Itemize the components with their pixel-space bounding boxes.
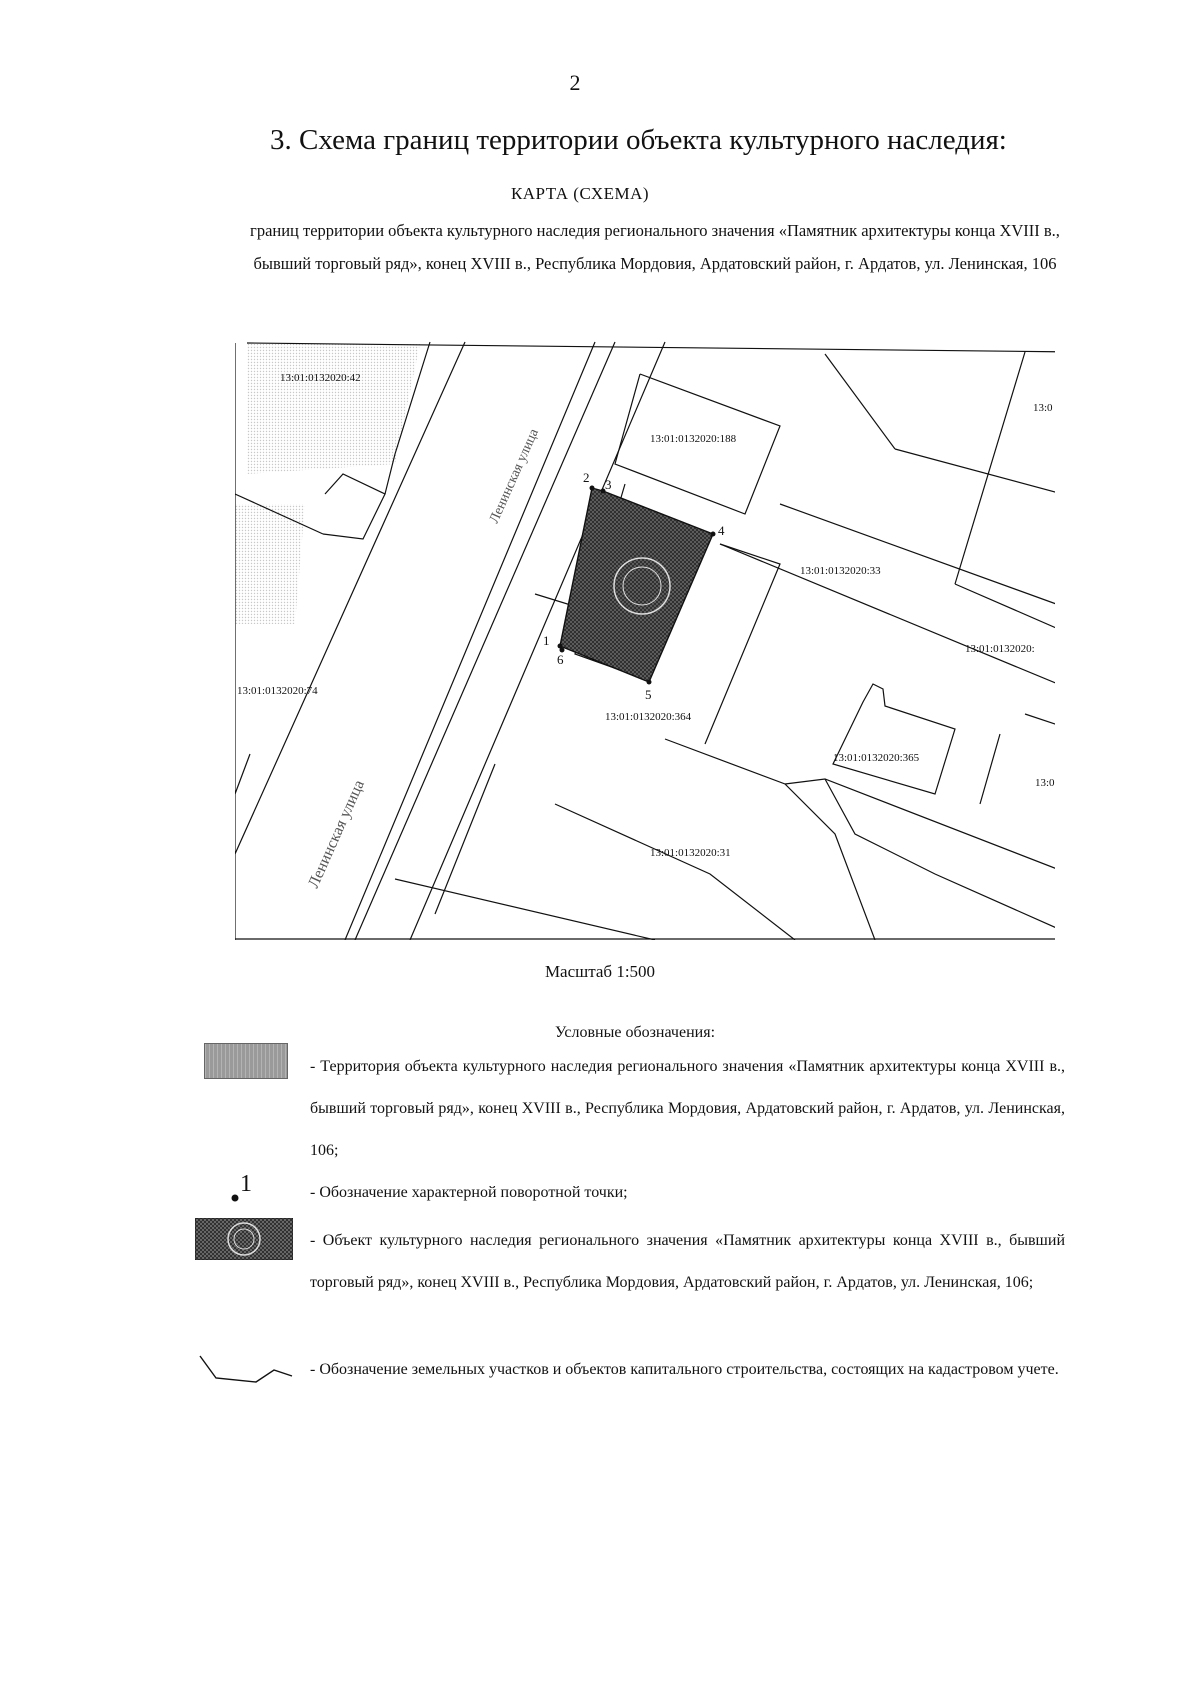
street-label-lower: Ленинская улица	[305, 777, 368, 891]
point-label-3: 3	[605, 477, 612, 492]
parcel-label-74: 13:01:0132020:74	[237, 685, 318, 697]
turning-point-icon	[232, 1195, 239, 1202]
legend-swatch-point	[226, 1165, 266, 1205]
parcel-label-365: 13:01:0132020:365	[833, 752, 920, 764]
parcel-label-right-1: 13:0	[1033, 402, 1053, 414]
map-heading: КАРТА (СХЕМА)	[510, 184, 650, 203]
legend-item-object: - Объект культурного наследия регионального значения «Памятник архитектуры конца XVIII в., бывший торговый ряд», конец XVIII в., Республика Мордовия, Ардатовский район, г. Ардатов, ул. Ленинская, 106;	[310, 1232, 1065, 1291]
page-number: 2	[569, 70, 581, 95]
point-label-2: 2	[583, 470, 590, 485]
parcel-label-31: 13:01:0132020:31	[650, 847, 731, 859]
legend-title: Условные обозначения:	[554, 1024, 716, 1041]
parcel-label-364: 13:01:0132020:364	[605, 711, 692, 723]
cadastral-map	[235, 334, 1055, 940]
turning-point-5	[647, 680, 652, 685]
turning-point-2	[590, 486, 595, 491]
parcel-label-right-3: 13:0	[1035, 777, 1055, 789]
parcel-label-188: 13:01:0132020:188	[650, 433, 737, 445]
legend-point-number: 1	[240, 1171, 252, 1197]
point-label-4: 4	[718, 523, 725, 538]
boundary-line-icon	[200, 1356, 292, 1382]
dotted-area-top-left	[247, 344, 420, 474]
legend-swatch-object	[195, 1218, 293, 1260]
point-label-5: 5	[645, 687, 652, 702]
dotted-area-left	[235, 504, 305, 624]
street-label-upper: Ленинская улица	[486, 426, 542, 526]
section-title: 3. Схема границ территории объекта культурного наследия:	[270, 124, 1007, 156]
legend-item-territory: - Территория объекта культурного наследия регионального значения «Памятник архитектуры конца XVIII в., бывший торговый ряд», конец XVIII в., Республика Мордовия, Ардатовский район, г. Ардатов, ул. Ленинская, 106;	[310, 1058, 1065, 1159]
parcel-365	[833, 684, 955, 794]
parcel-label-33: 13:01:0132020:33	[800, 565, 881, 577]
map-scale: Масштаб 1:500	[544, 962, 656, 981]
legend-swatch-parcel-line	[198, 1348, 294, 1388]
turning-point-4	[711, 532, 716, 537]
parcel-label-right-2: 13:01:0132020:	[965, 643, 1035, 655]
parcel-label-42: 13:01:0132020:42	[280, 372, 361, 384]
heritage-territory	[560, 488, 713, 682]
legend-item-point: - Обозначение характерной поворотной точки;	[310, 1184, 628, 1201]
legend-swatch-territory	[204, 1043, 288, 1079]
point-label-1: 1	[543, 633, 550, 648]
map-subtitle: границ территории объекта культурного наследия регионального значения «Памятник архитектуры конца XVIII в., бывший торговый ряд», конец XVIII в., Республика Мордовия, Ардатовский район, г. Ардатов, ул. Ленинская, 106	[250, 221, 1060, 273]
point-label-6: 6	[557, 652, 564, 667]
legend-item-parcels: - Обозначение земельных участков и объектов капитального строительства, состоящих на кадастровом учете.	[310, 1361, 1059, 1378]
